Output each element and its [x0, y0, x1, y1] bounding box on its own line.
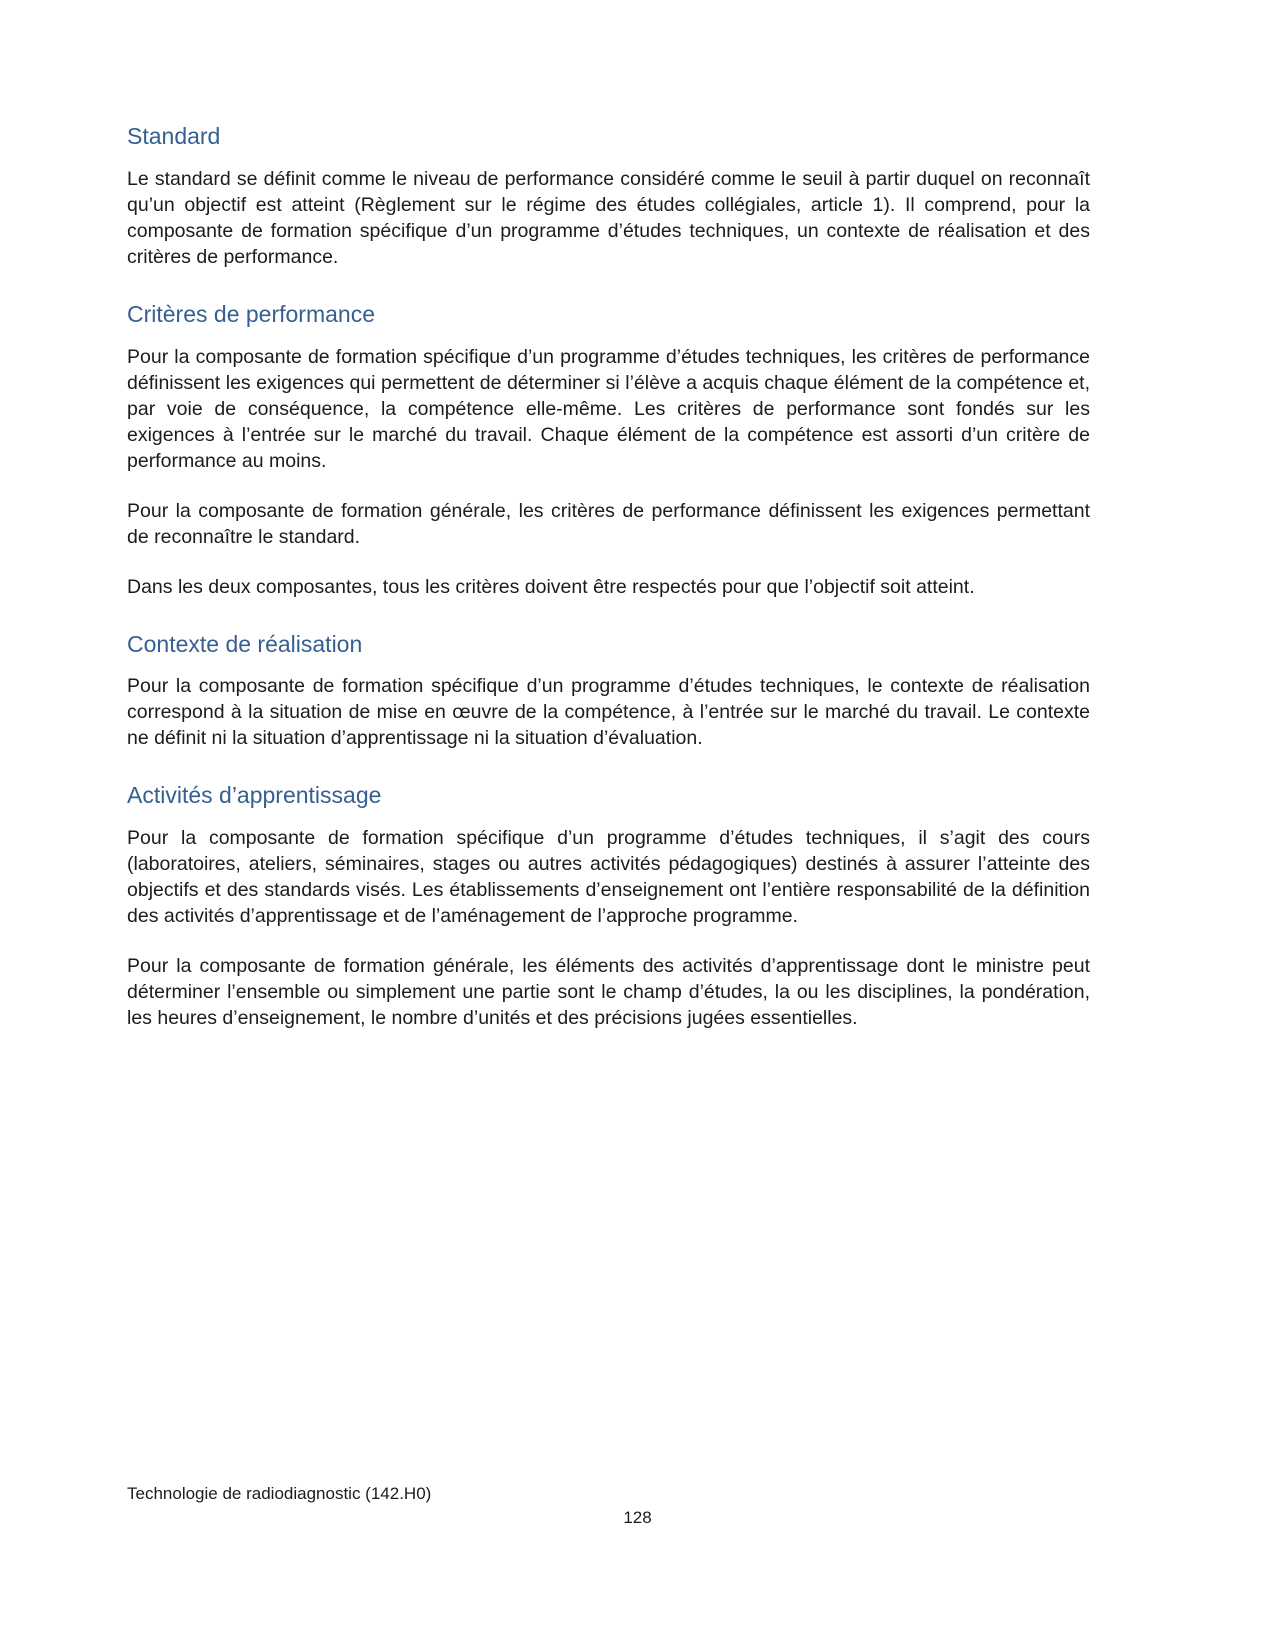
section-activites-apprentissage	[127, 781, 1090, 1031]
paragraph: Pour la composante de formation générale, les éléments des activités d’apprentissage dont le ministre peut déterminer l’ensemble ou simplement une partie sont le champ d’études, la ou les disciplines, la pondération, les heures d’enseignement, le nombre d’unités et des précisions jugées essentielles.	[127, 955, 1090, 1029]
paragraph: Pour la composante de formation spécifique d’un programme d’études techniques, les critères de performance définissent les exigences qui permettent de déterminer si l’élève a acquis chaque élément de la compétence et, par voie de conséquence, la compétence elle-même. Les critères de performance sont fondés sur les exigences à l’entrée sur le marché du travail. Chaque élément de la compétence est assorti d’un critère de performance au moins.	[127, 345, 1090, 472]
paragraph: Le standard se définit comme le niveau de performance considéré comme le seuil à partir duquel on reconnaît qu’un objectif est atteint (Règlement sur le régime des études collégiales, article 1). Il comprend, pour la composante de formation spécifique d’un programme d’études techniques, un contexte de réalisation et des critères de performance.	[127, 167, 1090, 268]
section-contexte-de-realisation	[127, 630, 1090, 752]
section-standard	[127, 122, 1090, 270]
section-heading: Standard	[127, 123, 221, 149]
paragraph: Pour la composante de formation spécifique d’un programme d’études techniques, le contexte de réalisation correspond à la situation de mise en œuvre de la compétence, à l’entrée sur le marché du travail. Le contexte ne définit ni la situation d’apprentissage ni la situation d’évaluation.	[127, 675, 1090, 750]
footer-document-title: Technologie de radiodiagnostic (142.H0)	[127, 1484, 432, 1503]
paragraph: Pour la composante de formation générale, les critères de performance définissent les exigences permettant de reconnaître le standard.	[127, 499, 1090, 548]
section-heading: Activités d’apprentissage	[127, 782, 382, 809]
paragraph: Pour la composante de formation spécifique d’un programme d’études techniques, il s’agit des cours (laboratoires, ateliers, séminaires, stages ou autres activités pédagogiques) destinés à assurer l’atteinte des objectifs et des standards visés. Les établissements d’enseignement ont l’entière responsabilité de la définition des activités d’apprentissage et de l’aménagement de l’approche programme.	[127, 827, 1090, 927]
section-criteres-de-performance	[127, 300, 1090, 600]
document-content	[127, 122, 1090, 1031]
section-heading: Critères de performance	[127, 300, 375, 327]
section-heading: Contexte de réalisation	[127, 630, 363, 657]
page-number: 128	[623, 1508, 652, 1527]
paragraph: Dans les deux composantes, tous les critères doivent être respectés pour que l’objectif soit atteint.	[127, 575, 975, 598]
